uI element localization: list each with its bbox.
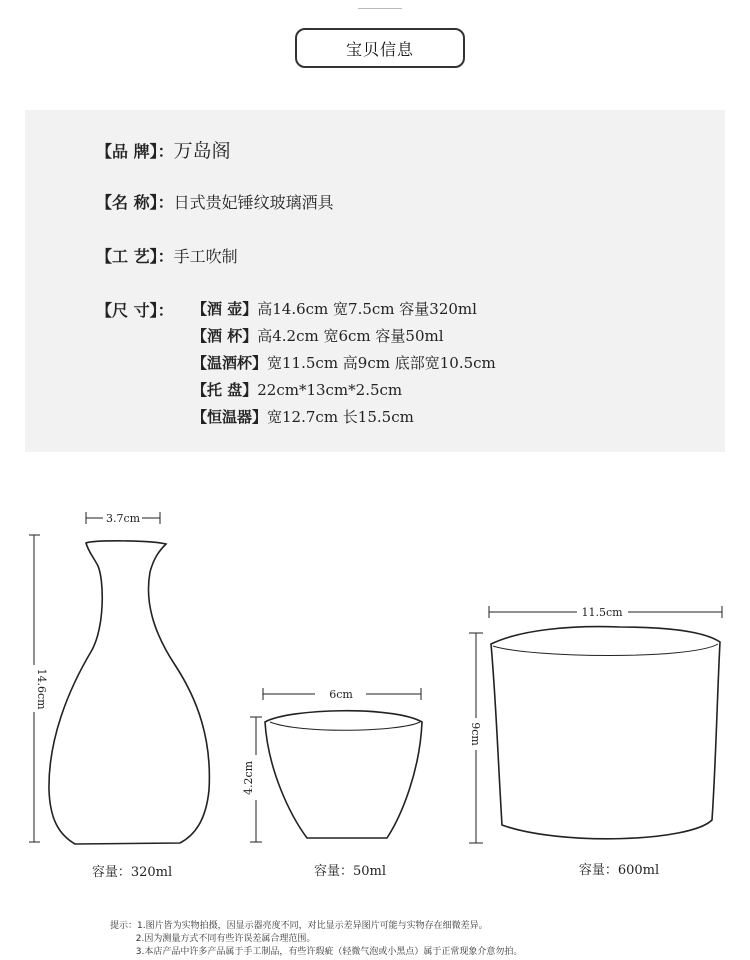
- size-item-value: 高14.6cm 宽7.5cm 容量320ml: [257, 300, 477, 318]
- dimension-labels: [35, 512, 623, 795]
- name-label: 【名 称】：: [96, 193, 174, 212]
- size-item-pot: [192, 298, 477, 319]
- warmer-height-label: 9cm: [469, 722, 482, 746]
- name-row: [96, 190, 334, 213]
- cup-width-label: 6cm: [329, 688, 353, 701]
- note-line: 3.本店产品中许多产品属于手工制品，有些许瑕疵（轻微气泡或小黑点）属于正常现象介意勿拍。: [110, 947, 523, 957]
- warmer-capacity: 容量：600ml: [578, 863, 660, 878]
- craft-row: [96, 244, 238, 267]
- size-item-heater: [192, 406, 414, 427]
- brand-value: 万岛阁: [173, 140, 231, 162]
- bottle-drawing: [29, 512, 209, 844]
- size-label: 【尺 寸】：: [96, 301, 174, 320]
- size-item-cup: [192, 325, 444, 346]
- note-line: 2.因为测量方式不同有些许误差属合理范围。: [110, 934, 316, 944]
- bottle-height-label: 14.6cm: [35, 668, 48, 710]
- size-row: [96, 298, 174, 321]
- notes-block: [110, 920, 522, 959]
- size-item-value: 宽12.7cm 长15.5cm: [267, 408, 414, 426]
- note-line: 提示：1.图片皆为实物拍摄，因显示器亮度不同，对比显示差异图片可能与实物存在细微差异。: [110, 921, 488, 931]
- top-divider: [358, 8, 402, 9]
- bottle-capacity: 容量：320ml: [91, 865, 173, 880]
- cup-drawing: [250, 688, 422, 842]
- section-title: [295, 28, 465, 68]
- name-value: 日式贵妃锤纹玻璃酒具: [173, 193, 334, 212]
- warmer-width-label: 11.5cm: [581, 606, 623, 619]
- size-item-label: 【托 盘】: [192, 381, 258, 399]
- size-item-label: 【温酒杯】: [192, 354, 268, 372]
- size-item-value: 高4.2cm 宽6cm 容量50ml: [257, 327, 444, 345]
- capacity-labels: [92, 863, 659, 880]
- cup-height-label: 4.2cm: [242, 760, 255, 796]
- size-item-label: 【酒 杯】: [192, 327, 258, 345]
- size-item-value: 22cm*13cm*2.5cm: [257, 381, 403, 399]
- brand-label: 【品 牌】：: [96, 142, 174, 161]
- size-item-label: 【恒温器】: [192, 408, 268, 426]
- craft-value: 手工吹制: [173, 247, 238, 266]
- size-item-value: 宽11.5cm 高9cm 底部宽10.5cm: [267, 354, 496, 372]
- brand-row: [96, 136, 231, 163]
- section-title-text: 宝贝信息: [345, 39, 414, 59]
- cup-capacity: 容量：50ml: [313, 864, 387, 879]
- craft-label: 【工 艺】：: [96, 247, 174, 266]
- size-item-tray: [192, 379, 402, 400]
- warmer-drawing: [469, 606, 722, 843]
- size-item-warmer: [192, 352, 496, 373]
- dimension-diagram: [0, 480, 750, 900]
- bottle-width-label: 3.7cm: [105, 512, 141, 525]
- size-item-label: 【酒 壶】: [192, 300, 258, 318]
